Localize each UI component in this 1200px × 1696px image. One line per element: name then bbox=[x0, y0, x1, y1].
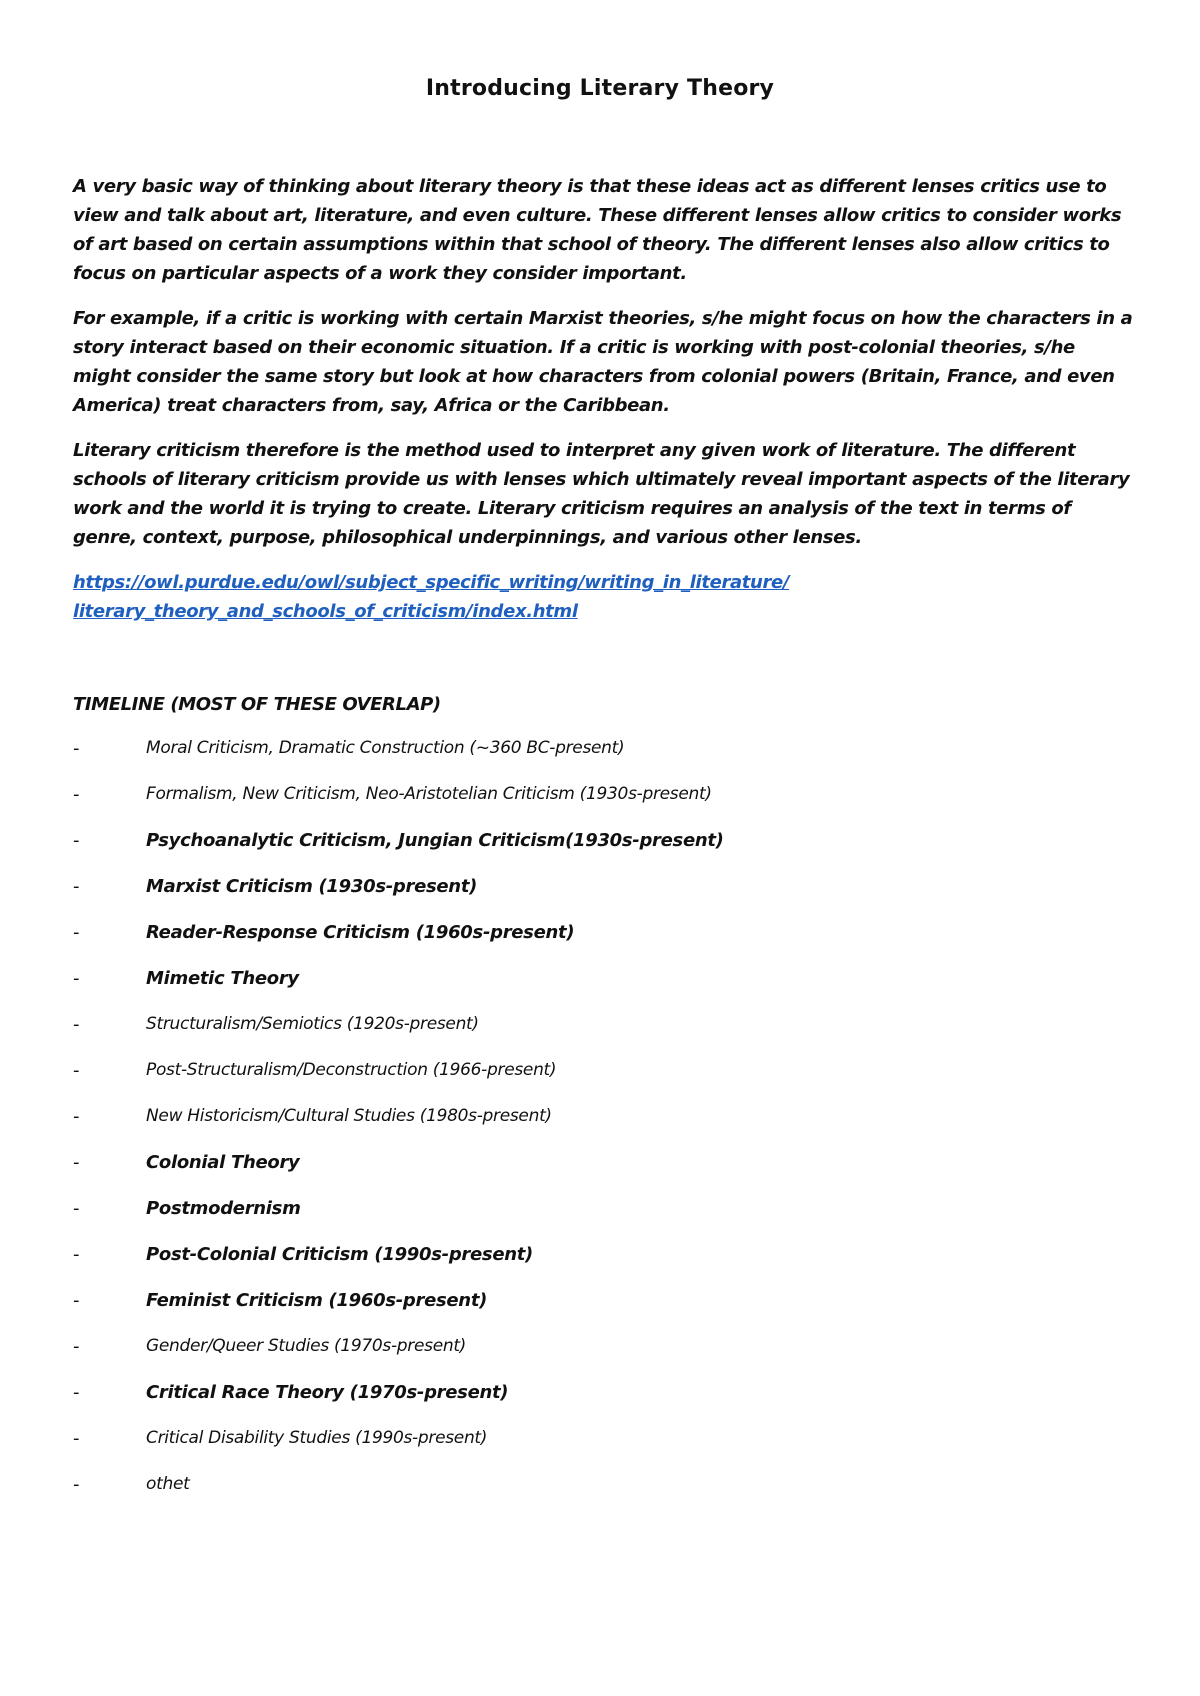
dash-bullet: - bbox=[73, 738, 80, 759]
timeline-item bbox=[73, 1336, 1073, 1382]
timeline-item-label: othet bbox=[146, 1474, 190, 1494]
timeline-item-label: Post-Colonial Criticism (1990s-present) bbox=[146, 1244, 533, 1265]
timeline-heading: TIMELINE (MOST OF THESE OVERLAP) bbox=[73, 694, 441, 715]
paragraph-3: Literary criticism therefore is the method used to interpret any given work of literature. The different schools of literary criticism provide us with lenses which ultimately reveal important aspects of the literary work and the world it is trying to create. Literary criticism requires an analysis of the text in terms of genre, context, purpose, philosophical underpinnings, and various other lenses. bbox=[73, 440, 1130, 548]
timeline-item bbox=[73, 1014, 1073, 1060]
timeline-item-label: Marxist Criticism (1930s-present) bbox=[146, 876, 478, 897]
timeline-item bbox=[73, 1198, 1073, 1244]
dash-bullet: - bbox=[73, 876, 80, 897]
dash-bullet: - bbox=[73, 784, 80, 805]
timeline-item bbox=[73, 1060, 1073, 1106]
timeline-item bbox=[73, 830, 1073, 876]
timeline-item bbox=[73, 738, 1073, 784]
timeline-item-label: Gender/Queer Studies (1970s-present) bbox=[146, 1336, 467, 1356]
timeline-item bbox=[73, 1382, 1073, 1428]
timeline-item-label: Colonial Theory bbox=[146, 1152, 300, 1173]
dash-bullet: - bbox=[73, 1428, 80, 1449]
timeline-item-label: Reader-Response Criticism (1960s-present) bbox=[146, 922, 575, 943]
dash-bullet: - bbox=[73, 1198, 80, 1219]
dash-bullet: - bbox=[73, 1244, 80, 1265]
dash-bullet: - bbox=[73, 1152, 80, 1173]
paragraph-2: For example, if a critic is working with certain Marxist theories, s/he might focus on how the characters in a story interact based on their economic situation. If a critic is working with post-colonial theories, s/he might consider the same story but look at how characters from colonial powers (Britain, France, and even America) treat characters from, say, Africa or the Caribbean. bbox=[73, 308, 1133, 416]
timeline-item-label: Moral Criticism, Dramatic Construction (~360 BC-present) bbox=[146, 738, 625, 758]
intro-text bbox=[73, 172, 1133, 642]
dash-bullet: - bbox=[73, 830, 80, 851]
timeline-item bbox=[73, 784, 1073, 830]
dash-bullet: - bbox=[73, 968, 80, 989]
timeline-item-label: Critical Race Theory (1970s-present) bbox=[146, 1382, 509, 1403]
timeline-item bbox=[73, 1474, 1073, 1520]
timeline-item-label: Feminist Criticism (1960s-present) bbox=[146, 1290, 488, 1311]
dash-bullet: - bbox=[73, 1336, 80, 1357]
timeline-item-label: Postmodernism bbox=[146, 1198, 301, 1219]
dash-bullet: - bbox=[73, 1290, 80, 1311]
timeline-item bbox=[73, 968, 1073, 1014]
dash-bullet: - bbox=[73, 1106, 80, 1127]
timeline-item bbox=[73, 1428, 1073, 1474]
timeline-item-label: Formalism, New Criticism, Neo-Aristotelian Criticism (1930s-present) bbox=[146, 784, 712, 804]
link-line-2[interactable]: literary_theory_and_schools_of_criticism/index.html bbox=[73, 601, 578, 622]
timeline-item-label: New Historicism/Cultural Studies (1980s-present) bbox=[146, 1106, 552, 1126]
dash-bullet: - bbox=[73, 1060, 80, 1081]
page-title: Introducing Literary Theory bbox=[425, 76, 775, 101]
timeline-item-label: Psychoanalytic Criticism, Jungian Criticism(1930s-present) bbox=[146, 830, 724, 851]
dash-bullet: - bbox=[73, 922, 80, 943]
paragraph-1: A very basic way of thinking about literary theory is that these ideas act as different lenses critics use to view and talk about art, literature, and even culture. These different lenses allow critics to consider works of art based on certain assumptions within that school of theory. The different lenses also allow critics to focus on particular aspects of a work they consider important. bbox=[73, 176, 1122, 284]
timeline-item bbox=[73, 1244, 1073, 1290]
timeline-item bbox=[73, 1290, 1073, 1336]
dash-bullet: - bbox=[73, 1474, 80, 1495]
timeline-item-label: Critical Disability Studies (1990s-present) bbox=[146, 1428, 488, 1448]
dash-bullet: - bbox=[73, 1014, 80, 1035]
timeline-item-label: Mimetic Theory bbox=[146, 968, 299, 989]
timeline-item bbox=[73, 1152, 1073, 1198]
link-line-1[interactable]: https://owl.purdue.edu/owl/subject_specific_writing/writing_in_literature/ bbox=[73, 572, 790, 593]
timeline-item bbox=[73, 922, 1073, 968]
timeline-item bbox=[73, 876, 1073, 922]
timeline-item bbox=[73, 1106, 1073, 1152]
purdue-owl-link[interactable] bbox=[73, 568, 1133, 626]
timeline-item-label: Structuralism/Semiotics (1920s-present) bbox=[146, 1014, 479, 1034]
dash-bullet: - bbox=[73, 1382, 80, 1403]
timeline-item-label: Post-Structuralism/Deconstruction (1966-present) bbox=[146, 1060, 557, 1080]
timeline-list bbox=[73, 738, 1073, 1520]
